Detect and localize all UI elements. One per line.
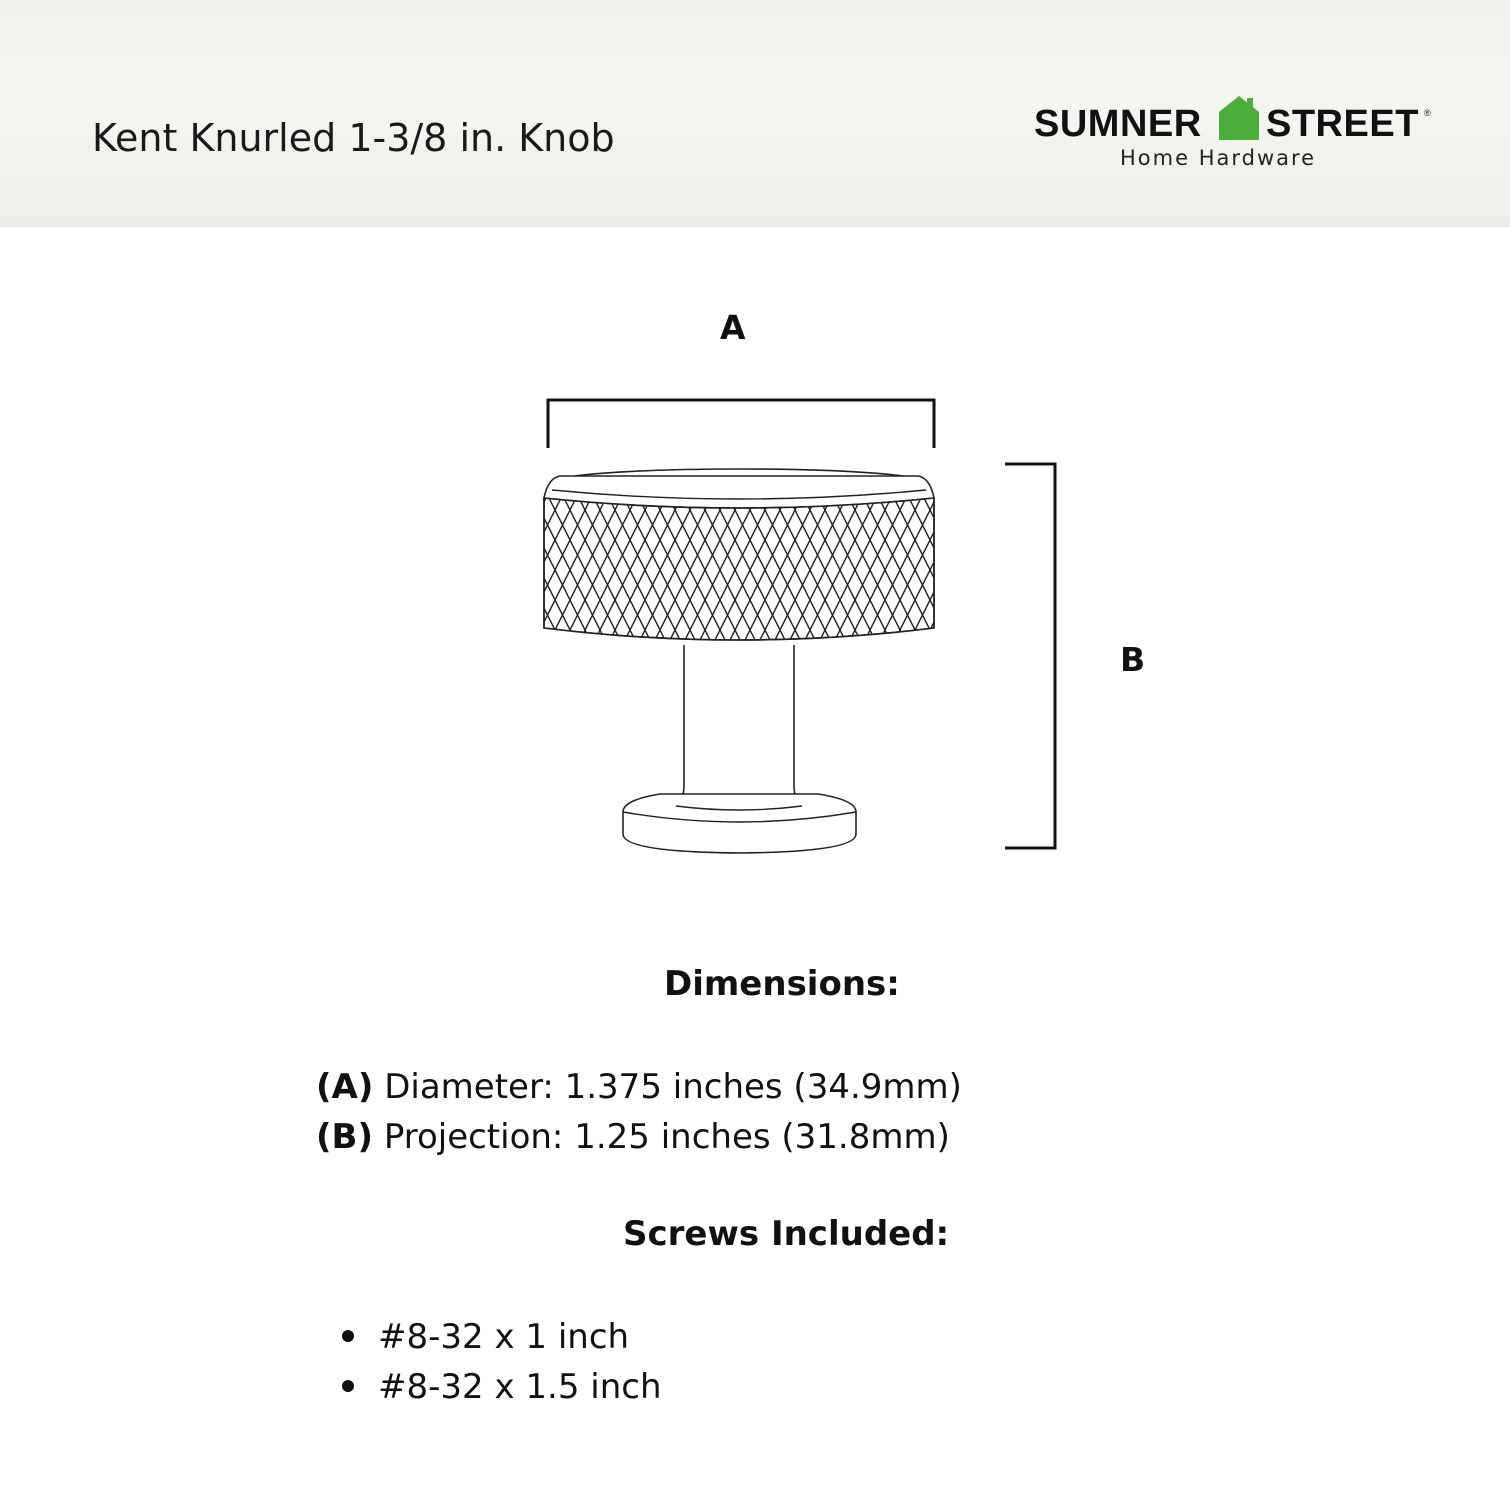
- projection-bracket: [1005, 464, 1055, 848]
- trademark-symbol: ®: [1424, 108, 1431, 118]
- bullet-icon: [342, 1330, 354, 1342]
- logo-subtitle: Home Hardware: [1120, 146, 1317, 170]
- screw-list: [340, 1312, 662, 1412]
- list-item: [340, 1362, 662, 1412]
- diameter-spec: [316, 1064, 962, 1110]
- projection-spec: [316, 1114, 950, 1160]
- screw-item-text: #8-32 x 1 inch: [378, 1317, 630, 1357]
- projection-text: Projection: 1.25 inches (31.8mm): [383, 1117, 950, 1157]
- screw-item-text: #8-32 x 1.5 inch: [378, 1367, 662, 1407]
- screws-heading: Screws Included:: [623, 1214, 950, 1254]
- projection-key: (B): [316, 1117, 373, 1157]
- diameter-text: Diameter: 1.375 inches (34.9mm): [384, 1067, 962, 1107]
- diameter-key: (A): [316, 1067, 374, 1107]
- diameter-bracket: [548, 400, 934, 448]
- list-item: [340, 1312, 662, 1362]
- logo-word-sumner: SUMNER: [1034, 103, 1202, 145]
- projection-label: B: [1120, 640, 1146, 679]
- knob-stem: [676, 645, 802, 806]
- bullet-icon: [342, 1380, 354, 1392]
- diameter-label: A: [720, 308, 746, 347]
- dimensions-heading: Dimensions:: [664, 964, 900, 1004]
- knob-base: [623, 794, 856, 853]
- product-title: Kent Knurled 1-3/8 in. Knob: [92, 116, 615, 160]
- logo-word-street: STREET: [1266, 103, 1419, 145]
